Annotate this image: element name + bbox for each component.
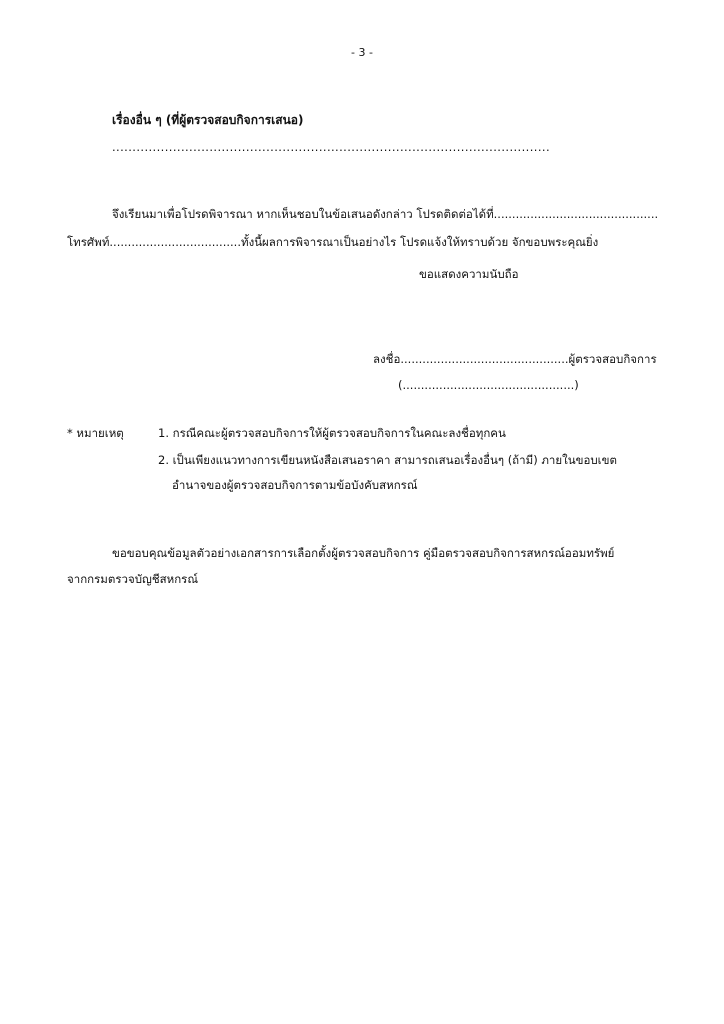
blank-line-right: ...................................................... [331, 140, 550, 154]
page-number: - 3 - [351, 46, 373, 59]
note-label: * หมายเหตุ [67, 426, 124, 440]
acknowledgement-line-2: จากกรมตรวจบัญชีสหกรณ์ [67, 572, 199, 586]
signature-name-parentheses: (...............................................) [398, 378, 579, 392]
acknowledgement-line-1: ขอขอบคุณข้อมูลตัวอย่างเอกสารการเลือกตั้งผู้ตรวจสอบกิจการ คู่มือตรวจสอบกิจการสหกรณ์ออมทรัพย์ [112, 546, 615, 560]
request-paragraph-line-1: จึงเรียนมาเพื่อโปรดพิจารณา หากเห็นชอบในข้อเสนอดังกล่าว โปรดติดต่อได้ที่............................................. [112, 207, 659, 221]
section-heading: เรื่องอื่น ๆ (ที่ผู้ตรวจสอบกิจการเสนอ) [112, 113, 304, 127]
note-item-2-continued: อำนาจของผู้ตรวจสอบกิจการตามข้อบังคับสหกรณ์ [172, 478, 418, 492]
signature-line: ลงชื่อ..............................................ผู้ตรวจสอบกิจการ [373, 352, 657, 366]
closing-salutation: ขอแสดงความนับถือ [419, 267, 519, 281]
note-item-2: 2. เป็นเพียงแนวทางการเขียนหนังสือเสนอราคา สามารถเสนอเรื่องอื่นๆ (ถ้ามี) ภายในขอบเขต [158, 453, 617, 467]
blank-line-left: ...................................................... [112, 140, 331, 154]
request-paragraph-line-2: โทรศัพท์....................................ทั้งนี้ผลการพิจารณาเป็นอย่างไร โปรดแจ้งให้ทราบด้วย จักขอบพระคุณยิ่ง [67, 235, 599, 249]
note-item-1: 1. กรณีคณะผู้ตรวจสอบกิจการให้ผู้ตรวจสอบกิจการในคณะลงชื่อทุกคน [158, 426, 506, 440]
